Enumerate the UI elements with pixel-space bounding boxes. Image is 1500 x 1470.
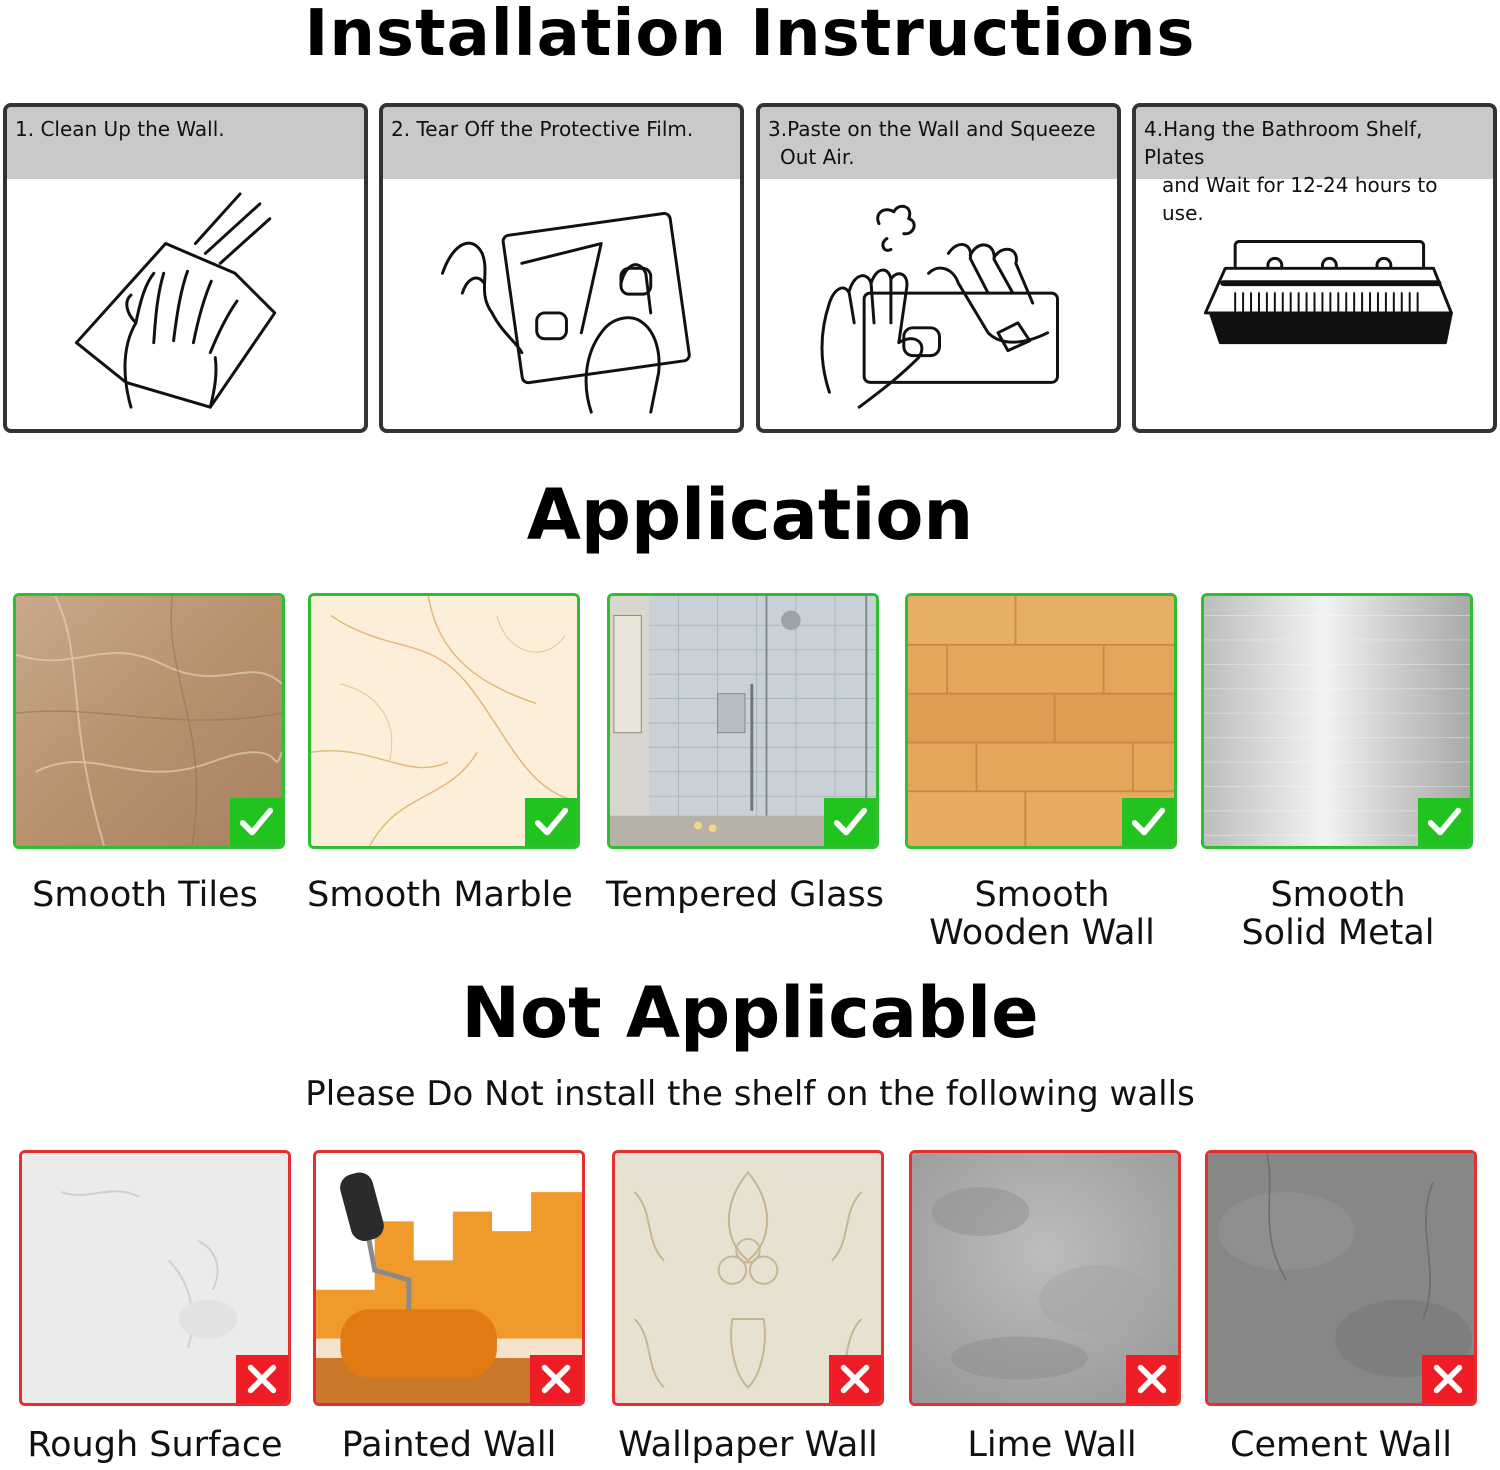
step-text-line2: and Wait for 12-24 hours to use. [1162,173,1438,225]
surface-label-line1: Tempered Glass [605,875,885,915]
surface-label [603,1426,893,1464]
check-icon [1418,798,1470,846]
peel-film-icon [383,183,740,429]
surface-tile-smooth-wooden-wall [905,593,1177,849]
surface-label [907,1426,1197,1464]
surface-label-line2: Wooden Wall [929,913,1155,953]
surface-label-line1: Wallpaper Wall [618,1425,878,1465]
surface-label [897,876,1187,952]
surface-tile-rough-surface [19,1150,291,1406]
surface-tile-lime-wall [909,1150,1181,1406]
not-applicable-subtitle: Please Do Not install the shelf on the following walls [305,1074,1195,1114]
step-text-line1: 3.Paste on the Wall and Squeeze [768,117,1096,141]
step-card-hang-shelf [1132,103,1497,433]
surface-label-line2: Solid Metal [1241,913,1435,953]
surface-label [600,876,890,914]
surface-label [295,876,585,914]
cross-icon [1126,1355,1178,1403]
surface-label-line1: Cement Wall [1230,1425,1452,1465]
step-text-line2: Out Air. [780,145,855,169]
check-icon [525,798,577,846]
cross-icon [530,1355,582,1403]
cross-icon [236,1355,288,1403]
step-text-line1: 1. Clean Up the Wall. [15,117,225,141]
step-text-line1: 2. Tear Off the Protective Film. [391,117,694,141]
step-header [7,107,364,179]
step-card-tear-film [379,103,744,433]
surface-tile-tempered-glass [607,593,879,849]
step-header [760,107,1117,179]
surface-tile-smooth-marble [308,593,580,849]
installation-heading: Installation Instructions [304,0,1196,71]
application-heading: Application [526,474,974,556]
surface-tile-painted-wall [313,1150,585,1406]
surface-label-line1: Lime Wall [967,1425,1137,1465]
surface-label-line1: Smooth [974,875,1110,915]
surface-label-line1: Smooth Tiles [32,875,258,915]
cross-icon [829,1355,881,1403]
surface-tile-smooth-tiles [13,593,285,849]
surface-label [0,876,290,914]
check-icon [230,798,282,846]
press-on-wall-icon [760,183,1117,429]
check-icon [1122,798,1174,846]
surface-tile-wallpaper-wall [612,1150,884,1406]
step-card-clean-wall [3,103,368,433]
cross-icon [1422,1355,1474,1403]
surface-label [1196,1426,1486,1464]
step-header [1136,107,1493,225]
hand-wiping-cloth-icon [7,183,364,429]
surface-label [304,1426,594,1464]
surface-label-line1: Rough Surface [27,1425,283,1465]
not-applicable-heading: Not Applicable [461,972,1039,1054]
step-header [383,107,740,179]
surface-label-line1: Smooth [1270,875,1406,915]
step-text-line1: 4.Hang the Bathroom Shelf, Plates [1144,117,1423,169]
surface-label-line1: Painted Wall [341,1425,557,1465]
surface-label-line1: Smooth Marble [307,875,573,915]
check-icon [824,798,876,846]
bathroom-shelf-icon [1136,183,1493,429]
surface-tile-cement-wall [1205,1150,1477,1406]
surface-label [1193,876,1483,952]
step-card-paste-wall [756,103,1121,433]
surface-tile-smooth-solid-metal [1201,593,1473,849]
surface-label [10,1426,300,1464]
